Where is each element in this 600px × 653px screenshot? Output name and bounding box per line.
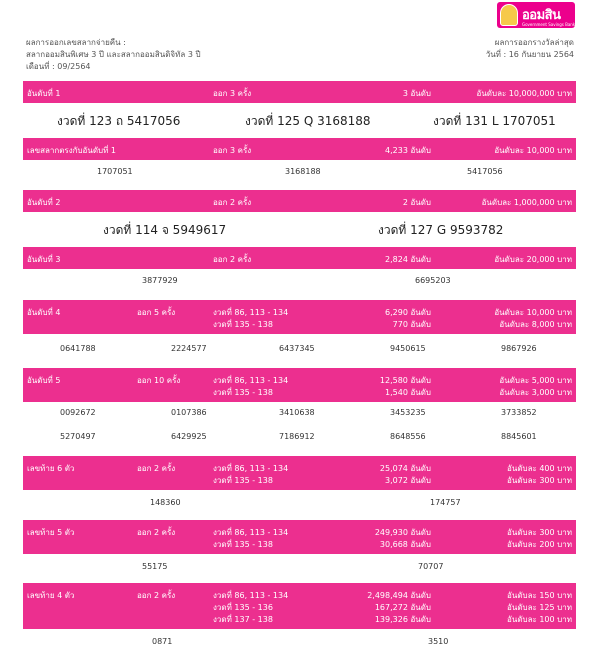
- last5-period: งวดที่ 86, 113 - 134: [213, 528, 289, 537]
- prize5-amount: อันดับละ 3,000 บาท: [499, 388, 572, 397]
- prize5-bar: [23, 368, 576, 402]
- last6-amount: อันดับละ 400 บาท: [507, 464, 572, 473]
- last5-count: 249,930 อันดับ: [374, 528, 431, 537]
- header-right: [486, 37, 574, 61]
- prize4-amount: อันดับละ 10,000 บาท: [494, 308, 572, 317]
- prize4-numbers: [23, 336, 576, 361]
- last4-bar: [23, 583, 576, 629]
- prize3-amount: อันดับละ 20,000 บาท: [494, 255, 572, 264]
- prize5-period: งวดที่ 135 - 138: [213, 388, 273, 397]
- header-left-line2: สลากออมสินพิเศษ 3 ปี และสลากออมสินดิจิทัล 3 ปี: [26, 50, 201, 59]
- last4-amount: อันดับละ 100 บาท: [507, 615, 572, 624]
- prize3-bar: [23, 247, 576, 269]
- prize2-number: งวดที่ 114 จ 5949617: [103, 223, 227, 237]
- gsb-logo[interactable]: [497, 2, 575, 28]
- last5-amount: อันดับละ 300 บาท: [507, 528, 572, 537]
- prize4-number: 6437345: [279, 344, 315, 353]
- last6-count: 25,074 อันดับ: [379, 464, 431, 473]
- last4-amount: อันดับละ 125 บาท: [507, 603, 572, 612]
- prize5-numbers-row2: [23, 428, 576, 450]
- prize4-draws: ออก 5 ครั้ง: [137, 308, 176, 317]
- prize5-number: 6429925: [171, 432, 207, 441]
- prize4-number: 0641788: [60, 344, 96, 353]
- prize2-amount: อันดับละ 1,000,000 บาท: [481, 198, 572, 207]
- prize2-bar: [23, 190, 576, 212]
- prize5-draws: ออก 10 ครั้ง: [137, 376, 181, 385]
- prize5-number: 5270497: [60, 432, 96, 441]
- prize5-number: 3453235: [390, 408, 426, 417]
- last4-number: 3510: [428, 637, 449, 646]
- prize1-name: อันดับที่ 1: [27, 89, 61, 98]
- last4-period: งวดที่ 135 - 136: [213, 603, 273, 612]
- neighbor-amount: อันดับละ 10,000 บาท: [494, 146, 572, 155]
- prize3-number: 3877929: [142, 276, 178, 285]
- last4-count: 139,326 อันดับ: [374, 615, 431, 624]
- last6-number: 148360: [150, 498, 181, 507]
- neighbor-numbers: [23, 161, 576, 186]
- prize1-number: งวดที่ 123 ถ 5417056: [57, 114, 181, 128]
- neighbor-count: 4,233 อันดับ: [385, 146, 431, 155]
- prize3-number: 6695203: [415, 276, 451, 285]
- header-left-line3: เดือนที่ : 09/2564: [26, 62, 91, 71]
- prize4-count: 770 อันดับ: [392, 320, 431, 329]
- prize1-draws: ออก 3 ครั้ง: [213, 89, 252, 98]
- last6-name: เลขท้าย 6 ตัว: [27, 464, 75, 473]
- last6-period: งวดที่ 86, 113 - 134: [213, 464, 289, 473]
- prize3-count: 2,824 อันดับ: [385, 255, 431, 264]
- prize3-draws: ออก 2 ครั้ง: [213, 255, 252, 264]
- last4-numbers: [23, 631, 576, 651]
- prize5-period: งวดที่ 86, 113 - 134: [213, 376, 289, 385]
- prize4-number: 9867926: [501, 344, 537, 353]
- last5-numbers: [23, 556, 576, 578]
- prize5-number: 8648556: [390, 432, 426, 441]
- last6-bar: [23, 456, 576, 490]
- last6-period: งวดที่ 135 - 138: [213, 476, 273, 485]
- neighbor-name: เลขสลากตรงกับอันดับที่ 1: [27, 146, 116, 155]
- prize5-number: 3733852: [501, 408, 537, 417]
- prize4-bar: [23, 300, 576, 334]
- last4-amount: อันดับละ 150 บาท: [507, 591, 572, 600]
- logo-text: ออมสิน: [522, 7, 561, 23]
- prize5-numbers-row1: [23, 404, 576, 426]
- last5-number: 70707: [418, 562, 444, 571]
- prize1-number: งวดที่ 131 L 1707051: [433, 114, 556, 128]
- prize5-number: 8845601: [501, 432, 537, 441]
- prize4-number: 2224577: [171, 344, 207, 353]
- prize5-name: อันดับที่ 5: [27, 376, 61, 385]
- last6-amount: อันดับละ 300 บาท: [507, 476, 572, 485]
- neighbor-number: 3168188: [285, 167, 321, 176]
- last5-amount: อันดับละ 200 บาท: [507, 540, 572, 549]
- last5-count: 30,668 อันดับ: [379, 540, 431, 549]
- gsb-emblem-icon: [500, 4, 518, 26]
- prize3-name: อันดับที่ 3: [27, 255, 61, 264]
- header-left: [26, 37, 201, 73]
- last4-count: 167,272 อันดับ: [374, 603, 431, 612]
- neighbor-number: 5417056: [467, 167, 503, 176]
- prize5-number: 7186912: [279, 432, 315, 441]
- prize5-number: 0092672: [60, 408, 96, 417]
- prize2-numbers: [23, 212, 576, 244]
- last4-period: งวดที่ 137 - 138: [213, 615, 273, 624]
- prize4-period: งวดที่ 86, 113 - 134: [213, 308, 289, 317]
- neighbor-bar: [23, 138, 576, 160]
- header-right-line2: วันที่ : 16 กันยายน 2564: [485, 50, 574, 59]
- prize2-count: 2 อันดับ: [402, 198, 431, 207]
- prize4-name: อันดับที่ 4: [27, 308, 61, 317]
- last6-number: 174757: [430, 498, 461, 507]
- last6-numbers: [23, 492, 576, 516]
- last4-name: เลขท้าย 4 ตัว: [27, 591, 75, 600]
- prize3-numbers: [23, 270, 576, 294]
- prize5-count: 1,540 อันดับ: [385, 388, 431, 397]
- last6-draws: ออก 2 ครั้ง: [137, 464, 176, 473]
- prize5-number: 3410638: [279, 408, 315, 417]
- prize2-name: อันดับที่ 2: [27, 198, 61, 207]
- prize1-amount: อันดับละ 10,000,000 บาท: [476, 89, 572, 98]
- prize4-period: งวดที่ 135 - 138: [213, 320, 273, 329]
- last5-draws: ออก 2 ครั้ง: [137, 528, 176, 537]
- prize1-count: 3 อันดับ: [402, 89, 431, 98]
- prize1-numbers: [23, 104, 576, 136]
- prize4-number: 9450615: [390, 344, 426, 353]
- prize1-number: งวดที่ 125 Q 3168188: [245, 114, 371, 128]
- prize5-amount: อันดับละ 5,000 บาท: [499, 376, 572, 385]
- last5-name: เลขท้าย 5 ตัว: [27, 528, 75, 537]
- neighbor-number: 1707051: [97, 167, 133, 176]
- last4-period: งวดที่ 86, 113 - 134: [213, 591, 289, 600]
- prize2-draws: ออก 2 ครั้ง: [213, 198, 252, 207]
- neighbor-draws: ออก 3 ครั้ง: [213, 146, 252, 155]
- prize4-amount: อันดับละ 8,000 บาท: [499, 320, 572, 329]
- prize5-number: 0107386: [171, 408, 207, 417]
- prize1-bar: [23, 81, 576, 103]
- last5-number: 55175: [142, 562, 168, 571]
- last4-draws: ออก 2 ครั้ง: [137, 591, 176, 600]
- logo-subtext: Government Savings Bank: [522, 22, 576, 27]
- header-left-line1: ผลการออกเลขสลากจ่ายคืน :: [26, 38, 126, 47]
- last4-count: 2,498,494 อันดับ: [367, 591, 431, 600]
- last6-count: 3,072 อันดับ: [385, 476, 431, 485]
- prize2-number: งวดที่ 127 G 9593782: [378, 223, 504, 237]
- last5-bar: [23, 520, 576, 554]
- last4-number: 0871: [152, 637, 173, 646]
- prize5-count: 12,580 อันดับ: [379, 376, 431, 385]
- header-right-line1: ผลการออกรางวัลล่าสุด: [494, 38, 574, 47]
- prize4-count: 6,290 อันดับ: [385, 308, 431, 317]
- last5-period: งวดที่ 135 - 138: [213, 540, 273, 549]
